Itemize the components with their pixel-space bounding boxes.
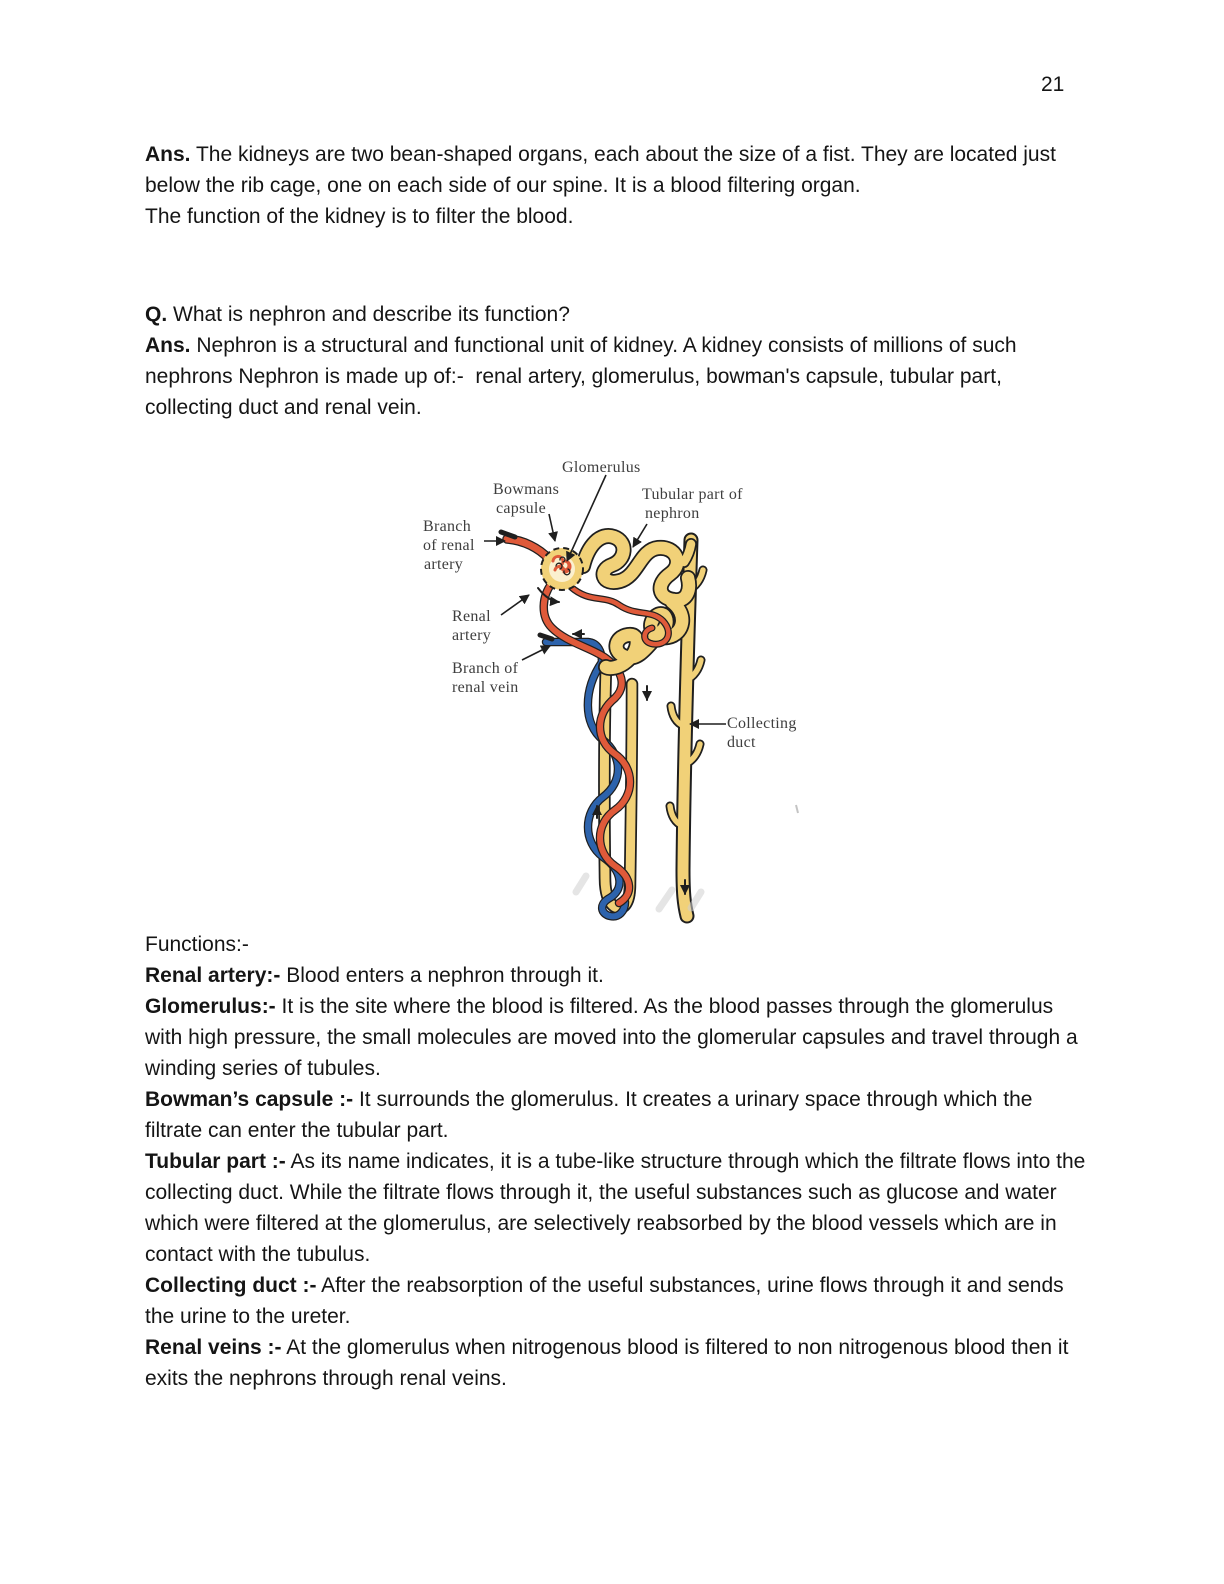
label-bowmans-capsule: Bowmans — [493, 481, 560, 498]
page-number: 21 — [1041, 73, 1065, 96]
answer-kidneys-text: The kidneys are two bean-shaped organs, each about the size of a fist. They are located just below the rib cage, one on each side of our spine. It is a blood filtering organ. — [145, 143, 1062, 197]
question-paragraph — [145, 299, 1093, 330]
label-branch-renal-artery: Branch — [423, 518, 472, 535]
functions-heading: Functions:- — [145, 933, 249, 956]
question-nephron-block — [145, 299, 1093, 423]
function-item — [145, 960, 1093, 991]
function-desc: After the reabsorption of the useful substances, urine flows through it and sends the urine to the ureter. — [145, 1274, 1070, 1328]
label-branch-renal-artery: of renal — [423, 537, 475, 554]
function-term: Bowman’s capsule :- — [145, 1088, 354, 1111]
answer-kidneys-block — [145, 139, 1093, 232]
kidney-function-line: The function of the kidney is to filter the blood. — [145, 205, 574, 228]
function-term: Tubular part :- — [145, 1150, 286, 1173]
tubular-part-leader — [633, 524, 647, 547]
answer-kidneys-paragraph — [145, 139, 1093, 201]
question-text: What is nephron and describe its function? — [167, 303, 570, 326]
function-item — [145, 991, 1093, 1084]
label-tubular-part: nephron — [645, 505, 700, 522]
answer-nephron-text: Nephron is a structural and functional unit of kidney. A kidney consists of millions of such nephrons Nephron is made up of:- renal artery, glomerulus, bowman's capsule, tubular part, collecting duct and renal vein. — [145, 334, 1023, 419]
label-bowmans-capsule: capsule — [496, 500, 547, 517]
function-term: Renal veins :- — [145, 1336, 282, 1359]
label-branch-renal-vein: renal vein — [452, 679, 519, 696]
branch-renal-vein-leader — [522, 646, 550, 660]
function-term: Glomerulus:- — [145, 995, 276, 1018]
label-tubular-part: Tubular part of — [642, 486, 743, 503]
function-item — [145, 1084, 1093, 1146]
function-term: Collecting duct :- — [145, 1274, 317, 1297]
function-desc: Blood enters a nephron through it. — [280, 964, 604, 987]
function-item — [145, 1146, 1093, 1270]
answer-label: Ans. — [145, 143, 191, 166]
label-renal-artery: artery — [452, 627, 492, 644]
function-item — [145, 1270, 1093, 1332]
function-desc: At the glomerulus when nitrogenous blood is filtered to non nitrogenous blood then it exits the nephrons through renal veins. — [145, 1336, 1075, 1390]
answer-nephron-paragraph — [145, 330, 1093, 423]
branch-renal-artery-shape — [501, 532, 549, 559]
question-label: Q. — [145, 303, 168, 326]
label-collecting-duct: duct — [727, 734, 756, 751]
function-term: Renal artery:- — [145, 964, 281, 987]
function-item — [145, 1332, 1093, 1394]
label-glomerulus: Glomerulus — [562, 459, 641, 476]
nephron-diagram — [400, 440, 852, 932]
renal-artery-leader — [501, 595, 529, 615]
function-desc: As its name indicates, it is a tube-like structure through which the filtrate flows into the collecting duct. While the filtrate flows through it, the useful substances such as glucose and water which were filtered at the glomerulus, are selectively reabsorbed by the blood vessels which are in contact with the tubulus. — [145, 1150, 1092, 1266]
label-branch-renal-artery: artery — [424, 556, 464, 573]
label-renal-artery: Renal — [452, 608, 491, 625]
renal-vein-shape — [540, 635, 625, 916]
function-desc: It surrounds the glomerulus. It creates a urinary space through which the filtrate can enter the tubular part. — [145, 1088, 1039, 1142]
bowmans-capsule-shape — [541, 548, 583, 590]
function-desc: It is the site where the blood is filtered. As the blood passes through the glomerulus with high pressure, the small molecules are moved into the glomerular capsules and travel through a winding series of tubules. — [145, 995, 1084, 1080]
bowmans-capsule-leader — [549, 514, 555, 541]
functions-block — [145, 929, 1093, 1394]
label-branch-renal-vein: Branch of — [452, 660, 519, 677]
answer-label: Ans. — [145, 334, 191, 357]
label-collecting-duct: Collecting — [727, 715, 797, 732]
